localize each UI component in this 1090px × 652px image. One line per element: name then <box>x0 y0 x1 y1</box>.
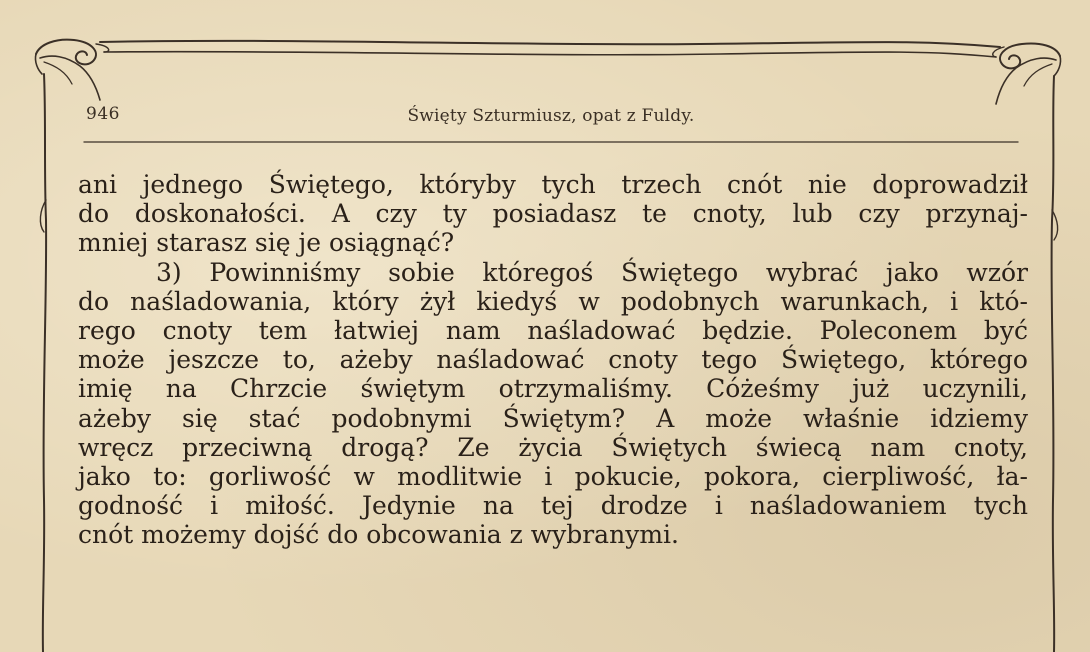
text-line: rego cnoty tem łatwiej nam naśladować będzie. Poleconem być <box>78 315 1028 345</box>
text-line: może jeszcze to, ażeby naśladować cnoty tego Świętego, którego <box>78 345 1028 375</box>
page-number: 946 <box>86 104 120 124</box>
text-line: imię na Chrzcie świętym otrzymaliśmy. Cóżeśmy już uczynili, <box>78 374 1028 404</box>
right-corner-ornament <box>996 44 1061 105</box>
running-title: Święty Szturmiusz, opat z Fuldy. <box>407 106 695 126</box>
frame-top-band-outer <box>100 41 1000 47</box>
paragraph-start-line: 3) Powinniśmy sobie któregoś Świętego wybrać jako wzór <box>156 257 1028 287</box>
text-line: cnót możemy dojść do obcowania z wybranymi. <box>78 520 679 550</box>
frame-right-rule <box>1052 76 1055 652</box>
text-line: ażeby się stać podobnymi Świętym? A może właśnie idziemy <box>78 403 1028 433</box>
text-line: ani jednego Świętego, któryby tych trzech cnót nie doprowadził <box>78 170 1028 199</box>
text-line: jako to: gorliwość w modlitwie i pokucie, pokora, cierpliwość, ła- <box>78 461 1028 491</box>
page-header <box>86 100 1016 134</box>
frame-left-rule <box>43 74 46 652</box>
body-text <box>78 170 1028 549</box>
text-line: do naśladowania, który żył kiedyś w podobnych warunkach, i któ- <box>78 286 1028 316</box>
text-line: do doskonałości. A czy ty posiadasz te cnoty, lub czy przynaj- <box>78 199 1028 229</box>
text-line: mniej starasz się je osiągnąć? <box>78 228 455 258</box>
text-line: wręcz przeciwną drogą? Ze życia Świętych świecą nam cnoty, <box>78 432 1028 462</box>
text-line: godność i miłość. Jedynie na tej drodze i naśladowaniem tych <box>78 491 1028 521</box>
frame-top-band-inner <box>104 52 996 57</box>
